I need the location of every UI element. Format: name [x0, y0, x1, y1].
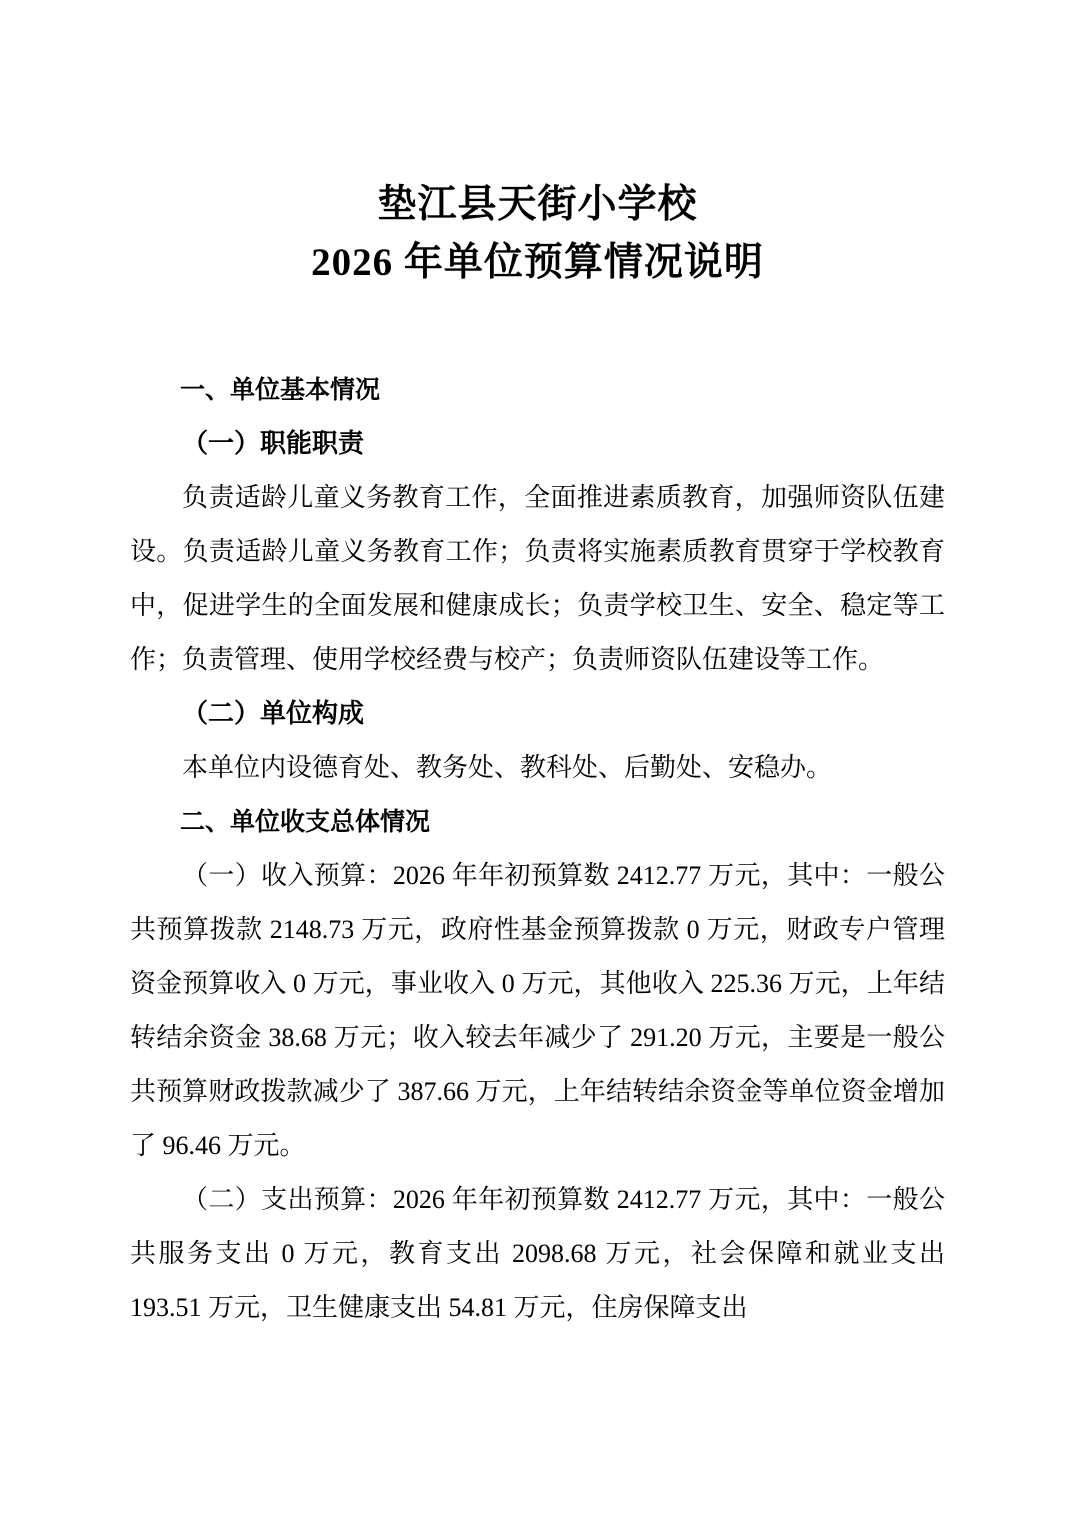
- section-heading-basic-info: 一、单位基本情况: [180, 376, 381, 405]
- paragraph-expenditure-budget: （二）支出预算：2026 年年初预算数 2412.77 万元，其中：一般公共服务支出 0 万元，教育支出 2098.68 万元，社会保障和就业支出 193.51 万元，卫生健康支出 54.81 万元，住房保障支出: [130, 1185, 945, 1323]
- paragraph-unit-composition: 本单位内设德育处、教务处、教科处、后勤处、安稳办。: [182, 753, 833, 783]
- title-line-1: 垫江县天街小学校: [377, 183, 698, 226]
- section-heading-budget-overview: 二、单位收支总体情况: [180, 808, 431, 837]
- title-line-2: 2026 年单位预算情况说明: [311, 240, 764, 284]
- paragraph-duties: 负责适龄儿童义务教育工作，全面推进素质教育，加强师资队伍建设。负责适龄儿童义务教育工作；负责将实施素质教育贯穿于学校教育中，促进学生的全面发展和健康成长；负责学校卫生、安全、稳定等工作；负责管理、使用学校经费与校产；负责师资队伍建设等工作。: [130, 483, 945, 675]
- document-body: [130, 363, 945, 1335]
- subheading-unit-composition: （二）单位构成: [182, 699, 365, 729]
- paragraph-income-budget: （一）收入预算：2026 年年初预算数 2412.77 万元，其中：一般公共预算拨款 2148.73 万元，政府性基金预算拨款 0 万元，财政专户管理资金预算收入 0 万元，事业收入 0 万元，其他收入 225.36 万元，上年结转结余资金 38.68 万元；收入较去年减少了 291.20 万元，主要是一般公共预算财政拨款减少了 387.66 万元，上年结转结余资金等单位资金增加了 96.46 万元。: [130, 861, 945, 1161]
- document-title: [130, 176, 945, 291]
- subheading-duties: （一）职能职责: [182, 429, 365, 459]
